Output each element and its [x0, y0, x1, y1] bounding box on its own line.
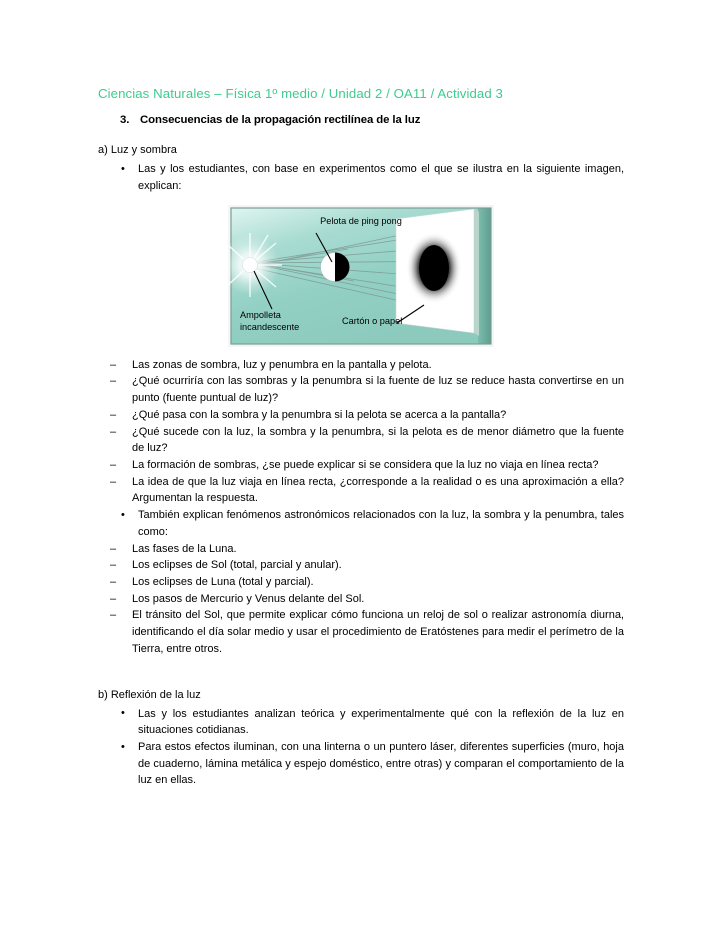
list-item: – ¿Qué pasa con la sombra y la penumbra si la pelota se acerca a la pantalla? — [98, 407, 624, 424]
section-a-questions-list — [98, 357, 624, 507]
section-heading — [98, 113, 624, 128]
section-title: Consecuencias de la propagación rectilínea de la luz — [140, 113, 421, 126]
section-a-phenomena-list — [98, 541, 624, 658]
section-b-label: b) Reflexión de la luz — [98, 688, 201, 701]
section-a-bullet-list-2 — [98, 507, 624, 540]
section-a — [98, 143, 624, 657]
label-screen: Cartón o papel — [342, 315, 403, 326]
list-item: • Para estos efectos iluminan, con una linterna o un puntero láser, diferentes superficies (muro, hoja de cuaderno, lámina metálica y espejo doméstico, entre otras) y comparan el comportamiento de la luz en ellas. — [98, 739, 624, 789]
section-a-bullet-list — [98, 161, 624, 194]
list-item: • También explican fenómenos astronómicos relacionados con la luz, la sombra y la penumbra, tales como: — [98, 507, 624, 540]
section-b-bullet-list — [98, 706, 624, 790]
section-a-label: a) Luz y sombra — [98, 144, 177, 157]
list-item: • Las y los estudiantes, con base en experimentos como el que se ilustra en la siguiente imagen, explican: — [98, 161, 624, 194]
list-item: – La idea de que la luz viaja en línea recta, ¿corresponde a la realidad o es una aproximación a ella? Argumentan la respuesta. — [98, 474, 624, 507]
ping-pong-ball — [321, 252, 350, 281]
list-item: – Los eclipses de Sol (total, parcial y anular). — [98, 557, 624, 574]
list-item: – Los eclipses de Luna (total y parcial). — [98, 574, 624, 591]
figure-container — [98, 205, 624, 347]
list-item: – ¿Qué ocurriría con las sombras y la penumbra si la fuente de luz se reduce hasta convertirse en un punto (fuente puntual de luz)? — [98, 373, 624, 406]
label-lamp-line2: incandescente — [240, 321, 300, 332]
list-item: – El tránsito del Sol, que permite explicar cómo funciona un reloj de sol o realizar astronomía diurna, identificando el día solar medio y usar el procedimiento de Eratóstenes para medir el perímetro de la Tierra, entre otros. — [98, 607, 624, 657]
section-b — [98, 688, 624, 790]
list-item: – Los pasos de Mercurio y Venus delante del Sol. — [98, 591, 624, 608]
shadow-penumbra-experiment-diagram — [228, 205, 494, 347]
diagram-svg — [228, 205, 494, 347]
list-item: – La formación de sombras, ¿se puede explicar si se considera que la luz no viaja en línea recta? — [98, 457, 624, 474]
document-title: Ciencias Naturales – Física 1º medio / Unidad 2 / OA11 / Actividad 3 — [98, 86, 503, 101]
list-item: – Las fases de la Luna. — [98, 541, 624, 558]
screen-shape — [396, 209, 479, 336]
list-item: – ¿Qué sucede con la luz, la sombra y la penumbra, si la pelota es de menor diámetro que la fuente de luz? — [98, 424, 624, 457]
list-item: • Las y los estudiantes analizan teórica y experimentalmente qué con la reflexión de la luz en situaciones cotidianas. — [98, 706, 624, 739]
section-number: 3. — [120, 113, 130, 126]
label-lamp-line1: Ampolleta — [240, 309, 281, 320]
label-ball: Pelota de ping pong — [320, 215, 402, 226]
list-item: – Las zonas de sombra, luz y penumbra en la pantalla y pelota. — [98, 357, 624, 374]
